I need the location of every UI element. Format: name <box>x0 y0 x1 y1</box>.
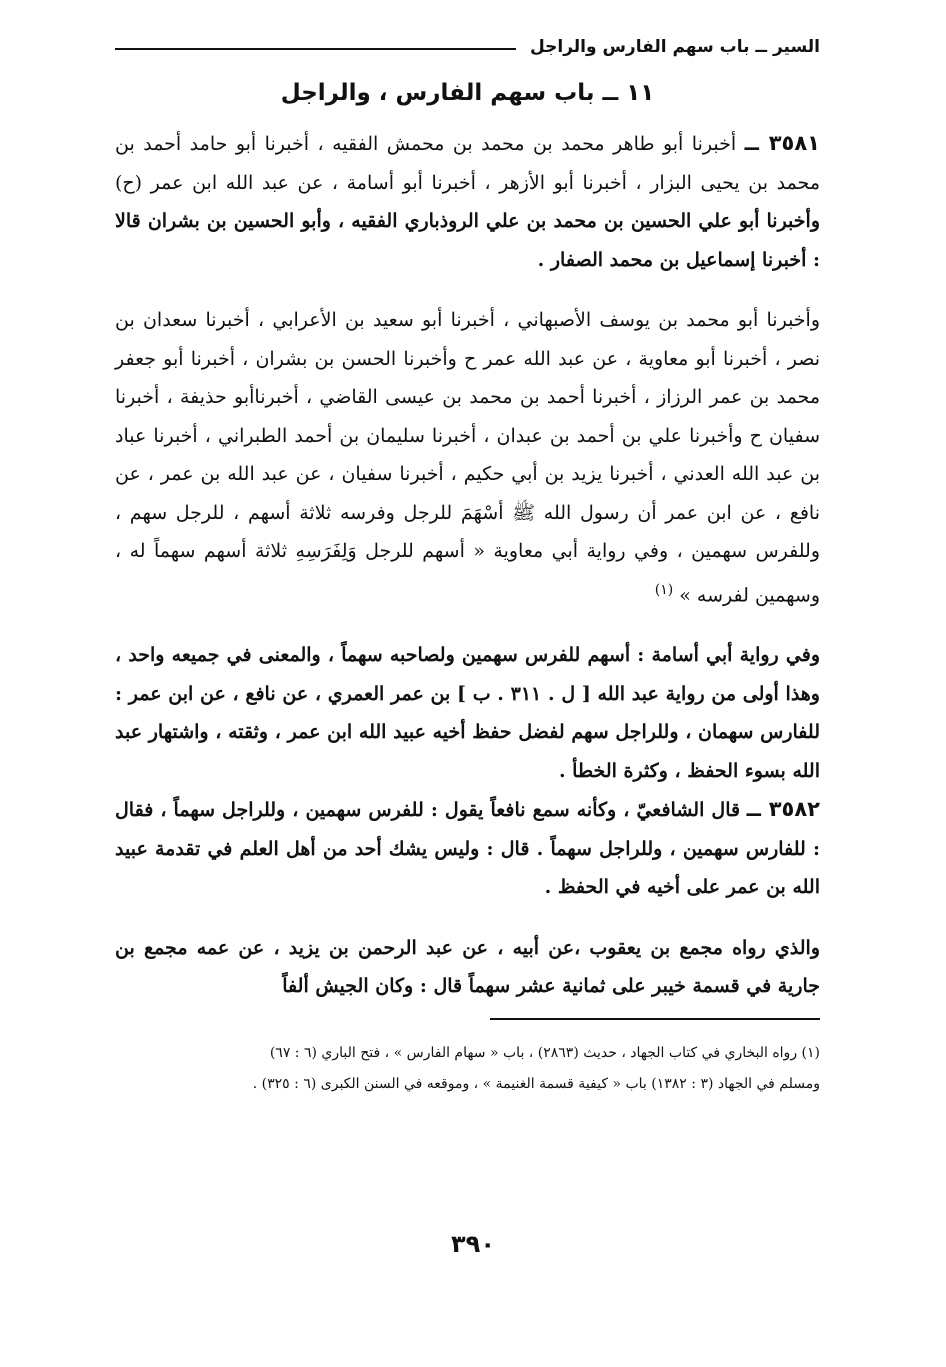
page-number: ٣٩٠ <box>451 1230 495 1258</box>
hadith-number: ٣٥٨١ ــ <box>744 131 820 155</box>
hadith-text-bold: وأخبرنا أبو علي الحسين بن محمد بن علي الروذباري الفقيه ، وأبو الحسين بن بشران قالا : أخبرنا إسماعيل بن محمد الصفار . <box>115 210 820 271</box>
hadith-3582 <box>115 790 820 907</box>
hadith-text: قال الشافعيّ ، وكأنه سمع نافعاً يقول : للفرس سهمين ، وللراجل سهماً ، فقال : للفارس سهمين ، وللراجل سهماً . قال : وليس يشك أحد من أهل العلم في تقدمة عبيد الله بن عمر على أخيه في الحفظ . <box>115 799 820 899</box>
chapter-title: ١١ ــ باب سهم الفارس ، والراجل <box>280 80 655 106</box>
hadith-3581 <box>115 124 820 279</box>
isnad-text: وأخبرنا أبو محمد بن يوسف الأصبهاني ، أخبرنا أبو سعيد بن الأعرابي ، أخبرنا سعدان بن نصر ، أخبرنا أبو معاوية ، عن عبد الله عمر ح وأخبرنا الحسن بن بشران ، أخبرنا أبو جعفر محمد بن عمر الرزاز ، أخبرنا أحمد بن محمد بن عيسى القاضي ، أخبرناأبو حذيفة ، أخبرنا سفيان ح وأخبرنا علي بن أحمد بن عبدان ، أخبرنا سليمان بن أحمد الطبراني ، أخبرنا عباد بن عبد الله العدني ، أخبرنا يزيد بن أبي حكيم ، أخبرنا سفيان ، عن عبد الله بن عمر ، عن نافع ، عن ابن عمر أن رسول الله ﷺ أسْهَمَ للرجل وفرسه ثلاثة أسهم ، للرجل سهم ، وللفرس سهمين ، وفي رواية أبي معاوية « أسهم للرجل وَلِفَرَسِهِ ثلاثة أسهم سهماً له ، وسهمين لفرسه » <box>115 309 820 606</box>
closing-paragraph: والذي رواه مجمع بن يعقوب ،عن أبيه ، عن عبد الرحمن بن يزيد ، عن عمه مجمع بن جارية في قسمة خيبر على ثمانية عشر سهماً قال : وكان الجيش ألفاً <box>115 936 820 998</box>
hadith-text: أخبرنا أبو طاهر محمد بن محمد بن محمش الفقيه ، أخبرنا أبو حامد أحمد بن محمد بن يحيى البزار ، أخبرنا أبو الأزهر ، أخبرنا أبو أسامة ، عن عبد الله ابن عمر (ح) <box>115 133 820 194</box>
spacer <box>115 279 820 301</box>
footnote-rule <box>490 1018 820 1020</box>
header-rule <box>115 48 516 50</box>
footnote-line: ومسلم في الجهاد (٣ : ١٣٨٢) باب « كيفية قسمة الغنيمة » ، وموقعه في السنن الكبرى (٦ : ٣٢٥) . <box>252 1075 820 1092</box>
page <box>115 30 820 1340</box>
spacer <box>115 614 820 636</box>
isnad-paragraph <box>115 301 820 614</box>
hadith-number: ٣٥٨٢ ــ <box>746 797 821 822</box>
footnote-marker: (١) <box>654 581 674 598</box>
running-title: السير ــ باب سهم الفارس والراجل <box>529 37 820 57</box>
running-header <box>115 30 820 64</box>
spacer <box>115 116 820 124</box>
commentary-paragraph: وفي رواية أبي أسامة : أسهم للفرس سهمين ولصاحبه سهماً ، والمعنى في جميعه واحد ، وهذا أولى من رواية عبد الله [ ل . ٣١١ . ب ] بن عمر العمري ، عن نافع ، عن ابن عمر : للفارس سهمان ، وللراجل سهم لفضل حفظ أخيه عبيد الله ابن عمر ، وثقته ، واشتهار عبد الله بسوء الحفظ ، وكثرة الخطأ . <box>115 644 820 782</box>
spacer <box>115 907 820 929</box>
footnote-line: (١) رواه البخاري في كتاب الجهاد ، حديث (٢٨٦٣) ، باب « سهام الفارس » ، فتح الباري (٦ : ٦٧) <box>269 1044 820 1061</box>
footnotes <box>115 1038 820 1100</box>
